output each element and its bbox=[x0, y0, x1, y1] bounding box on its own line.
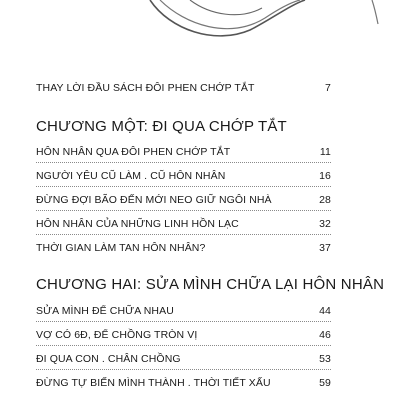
toc-entry-title: THỜI GIAN LÀM TAN HÔN NHÂN? bbox=[36, 242, 206, 254]
toc-entry[interactable] bbox=[36, 329, 331, 341]
toc-entry-title: ĐỪNG TỰ BIẾN MÌNH THÀNH . THỜI TIẾT XẤU bbox=[36, 377, 271, 389]
toc-entry-title: HÔN NHÂN CỦA NHỮNG LINH HỒN LẠC bbox=[36, 218, 239, 230]
toc-entry[interactable] bbox=[36, 218, 331, 230]
chapter-heading: CHƯƠNG MỘT: ĐI QUA CHỚP TẮT bbox=[36, 118, 287, 135]
toc-entry[interactable] bbox=[36, 242, 331, 254]
toc-entry-page: 59 bbox=[319, 377, 331, 389]
divider bbox=[36, 369, 331, 370]
toc-entry-page: 16 bbox=[319, 170, 331, 182]
divider bbox=[36, 162, 331, 163]
toc-entry[interactable] bbox=[36, 170, 331, 182]
toc-entry[interactable] bbox=[36, 305, 331, 317]
divider bbox=[36, 186, 331, 187]
toc-entry-page: 7 bbox=[325, 82, 331, 94]
toc-entry-page: 28 bbox=[319, 194, 331, 206]
divider bbox=[36, 345, 331, 346]
divider bbox=[36, 321, 331, 322]
toc-entry[interactable] bbox=[36, 194, 331, 206]
toc-entry[interactable] bbox=[36, 146, 331, 158]
toc-entry[interactable] bbox=[36, 353, 331, 365]
toc-entry[interactable] bbox=[36, 377, 331, 389]
toc-entry-title: VỢ CÓ 6Đ, ĐỂ CHỒNG TRÒN VỊ bbox=[36, 329, 198, 341]
toc-entry-page: 32 bbox=[319, 218, 331, 230]
toc-entry-intro[interactable] bbox=[36, 82, 331, 94]
toc-entry-title: THAY LỜI ĐẦU SÁCH ĐÔI PHEN CHỚP TẮT bbox=[36, 82, 255, 94]
toc-entry-page: 37 bbox=[319, 242, 331, 254]
toc-entry-title: SỬA MÌNH ĐỂ CHỮA NHAU bbox=[36, 305, 174, 317]
divider bbox=[36, 210, 331, 211]
toc-entry-title: HÔN NHÂN QUA ĐÔI PHEN CHỚP TẮT bbox=[36, 146, 231, 158]
toc-entry-page: 53 bbox=[319, 353, 331, 365]
toc-entry-page: 44 bbox=[319, 305, 331, 317]
toc-entry-page: 11 bbox=[319, 146, 331, 158]
chapter-heading: CHƯƠNG HAI: SỬA MÌNH CHỮA LẠI HÔN NHÂN bbox=[36, 276, 385, 293]
toc-entry-title: ĐỪNG ĐỢI BÃO ĐẾN MỚI NEO GIỮ NGÔI NHÀ bbox=[36, 194, 272, 206]
toc-entry-title: NGƯỜI YÊU CŨ LÀM . CŨ HÔN NHÂN bbox=[36, 170, 226, 182]
toc-entry-page: 46 bbox=[319, 329, 331, 341]
divider bbox=[36, 234, 331, 235]
toc-entry-title: ĐI QUA CON . CHÂN CHỒNG bbox=[36, 353, 181, 365]
